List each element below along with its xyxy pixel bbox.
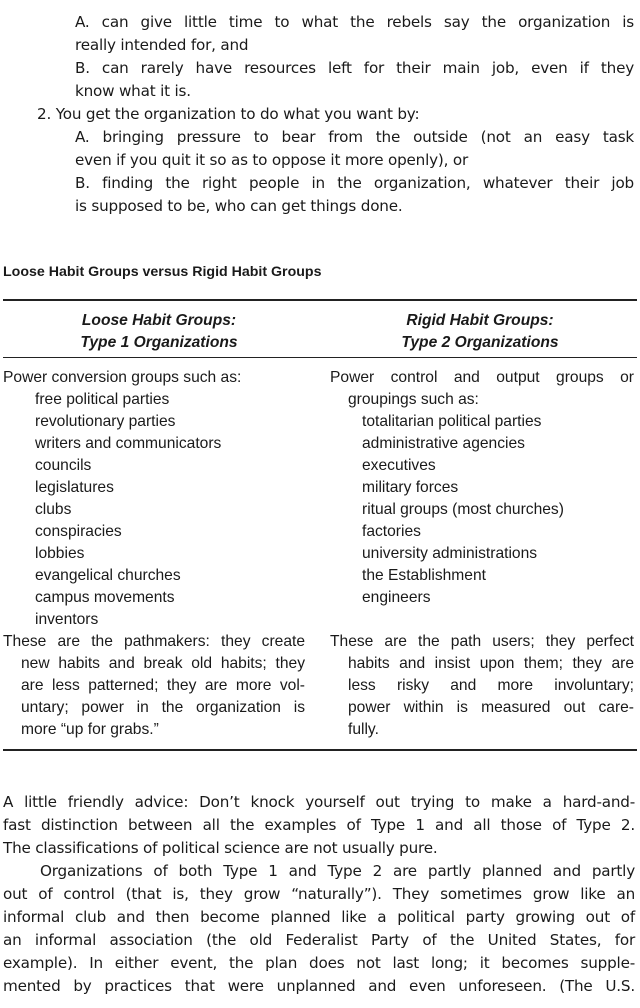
list-item: councils bbox=[35, 457, 92, 474]
list-item: military forces bbox=[362, 479, 459, 496]
col1-summary-line: These are the pathmakers: they create bbox=[3, 633, 305, 650]
col1-header bbox=[3, 310, 315, 354]
list-item: ritual groups (most churches) bbox=[362, 501, 564, 518]
list-item-1b-line1: B. can rarely have resources left for their main job, even if they bbox=[75, 59, 634, 77]
list-item: engineers bbox=[362, 589, 431, 606]
col1-header-line2: Type 1 Organizations bbox=[80, 334, 238, 351]
para2-line: mented by practices that were unplanned and even unforeseen. (The U.S. bbox=[3, 977, 635, 995]
col2-summary-line: power within is measured out care- bbox=[348, 699, 634, 716]
list-item-2a-line1: A. bringing pressure to bear from the outside (not an easy task bbox=[75, 128, 634, 146]
list-item: conspiracies bbox=[35, 523, 122, 540]
list-item: revolutionary parties bbox=[35, 413, 176, 430]
para2-line: out of control (that is, they grow “naturally”). They sometimes grow like an bbox=[3, 885, 635, 903]
list-item-2a-line2: even if you quit it so as to oppose it more openly), or bbox=[75, 151, 469, 169]
col2-intro-line1: Power control and output groups or bbox=[330, 369, 634, 386]
col2-summary-line: fully. bbox=[348, 721, 379, 738]
col1-summary-line: more “up for grabs.” bbox=[21, 721, 159, 738]
para2-line: informal club and then become planned like a political party growing out of bbox=[3, 908, 635, 926]
col2-intro-line2: groupings such as: bbox=[348, 391, 479, 408]
list-item: executives bbox=[362, 457, 436, 474]
list-item: the Establishment bbox=[362, 567, 486, 584]
col1-summary-line: are less patterned; they are more vol- bbox=[21, 677, 305, 694]
para1-line: fast distinction between all the examples of Type 1 and all those of Type 2. bbox=[3, 816, 635, 834]
col1-summary-line: untary; power in the organization is bbox=[21, 699, 305, 716]
para1-line: A little friendly advice: Don’t knock yourself out trying to make a hard-and- bbox=[3, 793, 635, 811]
list-item: university administrations bbox=[362, 545, 538, 562]
col2-summary-line: habits and insist upon them; they are bbox=[348, 655, 634, 672]
list-item: inventors bbox=[35, 611, 99, 628]
col2-header-line2: Type 2 Organizations bbox=[401, 334, 559, 351]
list-item: free political parties bbox=[35, 391, 170, 408]
list-item-1a-line2: really intended for, and bbox=[75, 36, 249, 54]
list-item-2b-line2: is supposed to be, who can get things done. bbox=[75, 197, 403, 215]
list-item-1b-line2: know what it is. bbox=[75, 82, 191, 100]
list-item: totalitarian political parties bbox=[362, 413, 542, 430]
table-header-rule bbox=[3, 357, 637, 358]
table-title: Loose Habit Groups versus Rigid Habit Groups bbox=[3, 264, 322, 280]
para1-line: The classifications of political science are not usually pure. bbox=[3, 839, 438, 857]
table-top-rule bbox=[3, 299, 637, 301]
table-bottom-rule bbox=[3, 749, 637, 751]
para2-line: Organizations of both Type 1 and Type 2 are partly planned and partly bbox=[40, 862, 635, 880]
para2-line: example). In either event, the plan does not last long; it becomes supple- bbox=[3, 954, 635, 972]
list-item: evangelical churches bbox=[35, 567, 181, 584]
list-item: clubs bbox=[35, 501, 72, 518]
col1-intro: Power conversion groups such as: bbox=[3, 369, 242, 386]
list-item: lobbies bbox=[35, 545, 85, 562]
col2-summary-line: less risky and more involuntary; bbox=[348, 677, 634, 694]
col1-header-line1: Loose Habit Groups: bbox=[81, 312, 237, 329]
para2-line: an informal association (the old Federalist Party of the United States, for bbox=[3, 931, 635, 949]
list-item-2: 2. You get the organization to do what you want by: bbox=[37, 105, 420, 123]
list-item: writers and communicators bbox=[35, 435, 222, 452]
col2-summary-line: These are the path users; they perfect bbox=[330, 633, 634, 650]
list-item: factories bbox=[362, 523, 421, 540]
list-item: administrative agencies bbox=[362, 435, 525, 452]
list-item-2b-line1: B. finding the right people in the organization, whatever their job bbox=[75, 174, 634, 192]
col2-header bbox=[324, 310, 636, 354]
list-item: campus movements bbox=[35, 589, 175, 606]
col2-header-line1: Rigid Habit Groups: bbox=[406, 312, 554, 329]
list-item: legislatures bbox=[35, 479, 114, 496]
list-item-1a-line1: A. can give little time to what the rebels say the organization is bbox=[75, 13, 634, 31]
col1-summary-line: new habits and break old habits; they bbox=[21, 655, 305, 672]
